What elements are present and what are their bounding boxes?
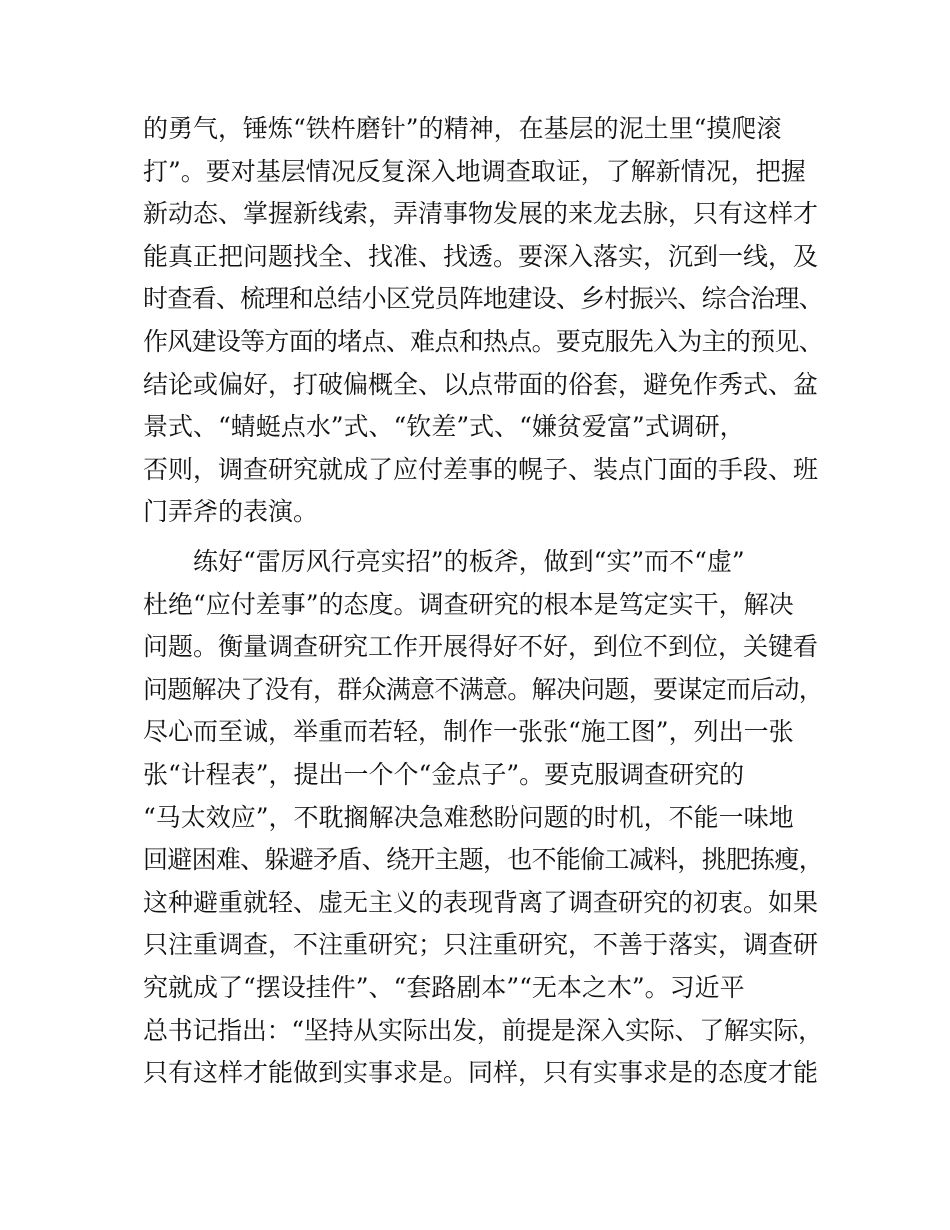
text-line: 这种避重就轻、虚无主义的表现背离了调查研究的初衷。如果	[143, 887, 819, 917]
paragraph-2	[143, 541, 823, 1095]
text-line: 张“计程表”，提出一个个“金点子”。要克服调查研究的	[143, 759, 745, 789]
paragraph-1	[143, 108, 823, 534]
text-line: 练好“雷厉风行亮实招”的板斧，做到“实”而不“虚”	[143, 547, 745, 576]
text-line: 只有这样才能做到实事求是。同样，只有实事求是的态度才能	[143, 1058, 819, 1088]
text-line: 打”。要对基层情况反复深入地调查取证，了解新情况，把握	[143, 156, 806, 186]
text-line: 究就成了“摆设挂件”、“套路剧本”“无本之木”。习近平	[143, 972, 745, 1002]
text-line: 只注重调查，不注重研究；只注重研究，不善于落实，调查研	[143, 930, 819, 960]
text-line: 问题解决了没有，群众满意不满意。解决问题，要谋定而后动，	[143, 674, 824, 704]
text-line: 景式、“蜻蜓点水”式、“钦差”式、“嫌贫爱富”式调研，	[143, 412, 745, 442]
text-line: 新动态、掌握新线索，弄清事物发展的来龙去脉，只有这样才	[143, 199, 819, 229]
text-line: 时查看、梳理和总结小区党员阵地建设、乡村振兴、综合治理、	[143, 284, 824, 314]
text-line: 问题。衡量调查研究工作开展得好不好，到位不到位，关键看	[143, 632, 819, 662]
text-line: 作风建设等方面的堵点、难点和热点。要克服先入为主的预见、	[143, 326, 824, 356]
text-line: “马太效应”，不耽搁解决急难愁盼问题的时机，不能一味地	[143, 802, 794, 832]
text-line: 门弄斧的表演。	[143, 497, 319, 527]
text-line: 总书记指出：“坚持从实际出发，前提是深入实际、了解实际，	[143, 1015, 823, 1045]
text-line: 否则，调查研究就成了应付差事的幌子、装点门面的手段、班	[143, 454, 819, 484]
text-line: 能真正把问题找全、找准、找透。要深入落实，沉到一线，及	[143, 241, 819, 271]
text-line: 尽心而至诚，举重而若轻，制作一张张“施工图”，列出一张	[143, 717, 794, 747]
text-line: 杜绝“应付差事”的态度。调查研究的根本是笃定实干，解决	[143, 589, 794, 619]
text-line: 结论或偏好，打破偏概全、以点带面的俗套，避免作秀式、盆	[143, 369, 819, 399]
text-line: 回避困难、躲避矛盾、绕开主题，也不能偷工减料，挑肥拣瘦，	[143, 845, 824, 875]
text-line: 的勇气，锤炼“铁杵磨针”的精神，在基层的泥土里“摸爬滚	[143, 114, 782, 143]
